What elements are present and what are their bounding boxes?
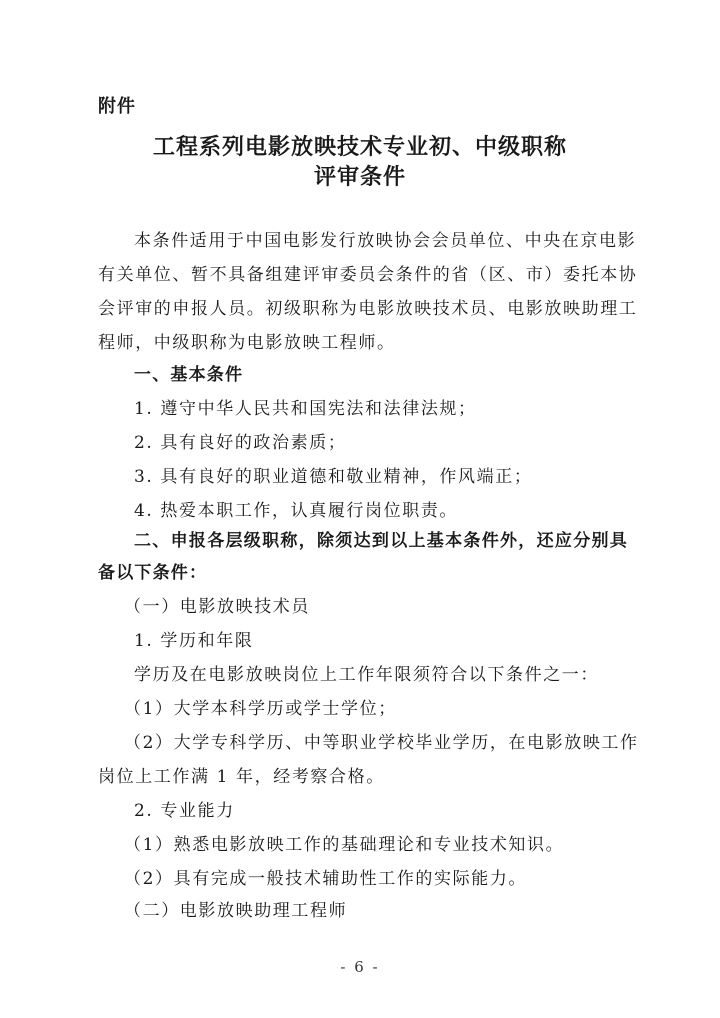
document-title-line1: 工程系列电影放映技术专业初、中级职称 <box>152 134 567 160</box>
section1-item-1: 1. 遵守中华人民共和国宪法和法律法规； <box>134 399 477 419</box>
intro-line-2: 有关单位、暂不具备组建评审委员会条件的省（区、市）委托本协 <box>98 265 638 285</box>
sub2-heading: （二）电影放映助理工程师 <box>124 901 348 921</box>
sub1-heading: （一）电影放映技术员 <box>124 597 310 617</box>
intro-line-1: 本条件适用于中国电影发行放映协会会员单位、中央在京电影 <box>134 231 637 251</box>
page-number: - 6 - <box>340 958 380 976</box>
sub1-item2-option-1: （1）熟悉电影放映工作的基础理论和专业技术知识。 <box>124 835 565 855</box>
section1-item-3: 3. 具有良好的职业道德和敬业精神，作风端正； <box>134 467 533 487</box>
sub1-item1-option-1: （1）大学本科学历或学士学位； <box>124 699 397 719</box>
document-title-line2: 评审条件 <box>313 164 406 190</box>
section2-heading-line1: 二、申报各层级职称，除须达到以上基本条件外，还应分别具 <box>134 531 628 551</box>
sub1-item1-option-2-line2: 岗位上工作满 1 年，经考察合格。 <box>98 767 385 787</box>
section2-heading-line2: 备以下条件： <box>98 563 208 583</box>
sub1-item1-heading: 1. 学历和年限 <box>134 631 254 651</box>
section1-item-2: 2. 具有良好的政治素质； <box>134 433 347 453</box>
intro-line-4: 程师，中级职称为电影放映工程师。 <box>98 333 396 353</box>
attachment-label: 附件 <box>98 96 136 117</box>
sub1-item2-option-2: （2）具有完成一般技术辅助性工作的实际能力。 <box>124 869 528 889</box>
intro-line-3: 会评审的申报人员。初级职称为电影放映技术员、电影放映助理工 <box>98 299 638 319</box>
section1-item-4: 4. 热爱本职工作，认真履行岗位职责。 <box>134 501 459 521</box>
section1-heading: 一、基本条件 <box>134 365 244 385</box>
sub1-item1-option-2-line1: （2）大学专科学历、中等职业学校毕业学历，在电影放映工作 <box>124 733 639 753</box>
sub1-item2-heading: 2. 专业能力 <box>134 801 235 821</box>
sub1-item1-text: 学历及在电影放映岗位上工作年限须符合以下条件之一： <box>134 665 599 685</box>
